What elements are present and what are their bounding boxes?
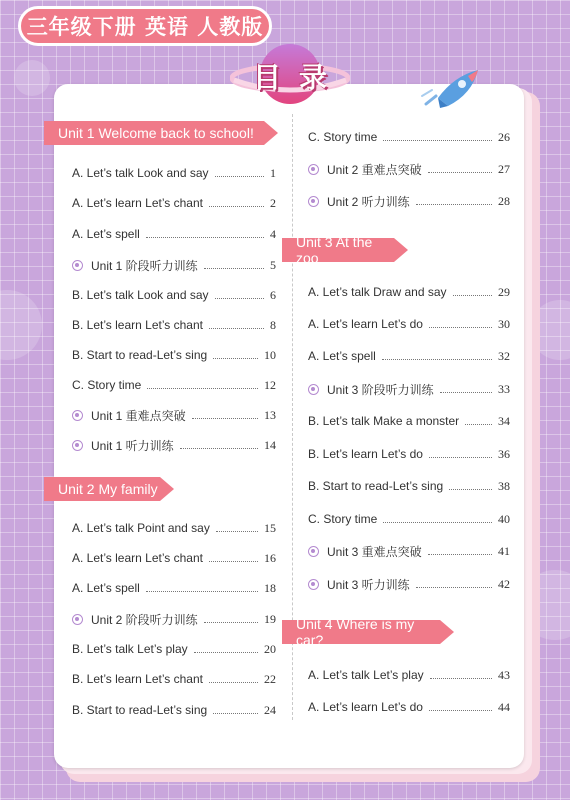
- toc-entry-label: Unit 1 听力训练: [91, 438, 174, 453]
- toc-entry-label: B. Let’s talk Let’s play: [72, 642, 188, 656]
- toc-entry[interactable]: [72, 193, 276, 213]
- dot-leader: [449, 489, 492, 490]
- toc-entry-label: A. Let’s spell: [72, 227, 140, 241]
- toc-entry-label: B. Start to read-Let’s sing: [72, 348, 208, 362]
- toc-entry-label: A. Let’s spell: [308, 349, 376, 363]
- dot-leader: [147, 388, 258, 389]
- circle-bullet-icon: [72, 440, 83, 451]
- toc-entry[interactable]: [72, 548, 276, 568]
- toc-entry[interactable]: [308, 411, 510, 431]
- toc-entry-page-number: 5: [270, 257, 276, 272]
- toc-entry[interactable]: [308, 379, 510, 399]
- toc-entry-page-number: 38: [498, 478, 510, 493]
- dot-leader: [213, 358, 258, 359]
- toc-entry-page-number: 27: [498, 161, 510, 176]
- circle-bullet-icon: [308, 384, 319, 395]
- dot-leader: [453, 295, 492, 296]
- dot-leader: [429, 710, 492, 711]
- toc-entry-page-number: 1: [270, 165, 276, 180]
- toc-entry-label: A. Let’s learn Let’s do: [308, 317, 423, 331]
- toc-entry-page-number: 19: [264, 611, 276, 626]
- dot-leader: [215, 176, 264, 177]
- toc-entry-page-number: 41: [498, 543, 510, 558]
- toc-entry-label: A. Let’s learn Let’s do: [308, 700, 423, 714]
- toc-entry[interactable]: [72, 669, 276, 689]
- dot-leader: [429, 327, 492, 328]
- dot-leader: [209, 206, 264, 207]
- toc-entry-label: Unit 3 听力训练: [327, 577, 410, 592]
- toc-entry-page-number: 2: [270, 195, 276, 210]
- toc-entry-label: Unit 3 阶段听力训练: [327, 382, 434, 397]
- book-title: 三年级下册 英语 人教版: [26, 15, 264, 39]
- unit-banner: Unit 4 Where is my car?: [282, 620, 440, 644]
- toc-entry-page-number: 28: [498, 193, 510, 208]
- toc-entry[interactable]: [308, 444, 510, 464]
- circle-bullet-icon: [72, 410, 83, 421]
- dot-leader: [416, 204, 492, 205]
- toc-entry-page-number: 29: [498, 284, 510, 299]
- toc-entry-label: B. Let’s learn Let’s do: [308, 447, 423, 461]
- toc-entry[interactable]: [72, 518, 276, 538]
- toc-entry-page-number: 20: [264, 641, 276, 656]
- circle-bullet-icon: [72, 614, 83, 625]
- toc-entry-page-number: 15: [264, 520, 276, 535]
- dot-leader: [430, 678, 492, 679]
- toc-heading-char-1: 目: [252, 61, 281, 94]
- dot-leader: [428, 172, 492, 173]
- toc-entry-page-number: 6: [270, 287, 276, 302]
- toc-entry-page-number: 43: [498, 667, 510, 682]
- toc-entry[interactable]: [308, 697, 510, 717]
- toc-entry-page-number: 16: [264, 550, 276, 565]
- unit-banner: Unit 1 Welcome back to school!: [44, 121, 264, 145]
- toc-entry[interactable]: [72, 224, 276, 244]
- toc-entry-page-number: 8: [270, 317, 276, 332]
- toc-entry-label: B. Start to read-Let’s sing: [308, 479, 444, 493]
- dot-leader: [382, 359, 492, 360]
- toc-entry[interactable]: [308, 127, 510, 147]
- dot-leader: [416, 587, 492, 588]
- circle-bullet-icon: [308, 579, 319, 590]
- toc-entry-label: B. Let’s learn Let’s chant: [72, 672, 203, 686]
- toc-entry[interactable]: [308, 574, 510, 594]
- toc-entry[interactable]: [72, 578, 276, 598]
- dot-leader: [209, 561, 258, 562]
- toc-entry-page-number: 4: [270, 226, 276, 241]
- toc-heading: [238, 56, 342, 96]
- dot-leader: [383, 140, 492, 141]
- toc-entry[interactable]: [72, 255, 276, 275]
- toc-entry-label: A. Let’s learn Let’s chant: [72, 551, 203, 565]
- dot-leader: [204, 622, 258, 623]
- toc-entry-label: A. Let’s talk Draw and say: [308, 285, 447, 299]
- toc-entry[interactable]: [72, 163, 276, 183]
- toc-entry-page-number: 34: [498, 413, 510, 428]
- toc-entry[interactable]: [72, 435, 276, 455]
- toc-entry-label: Unit 2 阶段听力训练: [91, 612, 198, 627]
- toc-entry-label: B. Start to read-Let’s sing: [72, 703, 208, 717]
- toc-entry[interactable]: [72, 700, 276, 720]
- background-bubble: [14, 60, 50, 96]
- toc-entry[interactable]: [72, 345, 276, 365]
- dot-leader: [180, 448, 258, 449]
- toc-entry-label: A. Let’s learn Let’s chant: [72, 196, 203, 210]
- toc-entry-page-number: 18: [264, 580, 276, 595]
- toc-entry-label: C. Story time: [308, 130, 378, 144]
- toc-entry[interactable]: [308, 314, 510, 334]
- toc-entry-label: B. Let’s talk Make a monster: [308, 414, 460, 428]
- toc-entry-label: Unit 2 听力训练: [327, 194, 410, 209]
- toc-entry-page-number: 10: [264, 347, 276, 362]
- toc-entry-label: Unit 1 阶段听力训练: [91, 258, 198, 273]
- dot-leader: [428, 554, 492, 555]
- toc-entry-page-number: 33: [498, 381, 510, 396]
- circle-bullet-icon: [308, 546, 319, 557]
- toc-entry[interactable]: [308, 509, 510, 529]
- toc-entry-page-number: 13: [264, 407, 276, 422]
- toc-entry[interactable]: [72, 609, 276, 629]
- toc-entry-page-number: 22: [264, 671, 276, 686]
- toc-entry-label: Unit 2 重难点突破: [327, 162, 422, 177]
- unit-banner: Unit 2 My family: [44, 477, 160, 501]
- toc-entry-page-number: 42: [498, 576, 510, 591]
- toc-entry-page-number: 32: [498, 348, 510, 363]
- rocket-icon: [418, 66, 484, 110]
- toc-entry[interactable]: [308, 476, 510, 496]
- toc-entry[interactable]: [72, 285, 276, 305]
- toc-entry-page-number: 26: [498, 129, 510, 144]
- toc-entry[interactable]: [308, 665, 510, 685]
- toc-entry-label: C. Story time: [308, 512, 378, 526]
- dot-leader: [465, 424, 492, 425]
- toc-entry-page-number: 36: [498, 446, 510, 461]
- circle-bullet-icon: [72, 260, 83, 271]
- toc-entry[interactable]: [72, 375, 276, 395]
- toc-entry[interactable]: [308, 346, 510, 366]
- circle-bullet-icon: [308, 196, 319, 207]
- toc-entry-label: C. Story time: [72, 378, 142, 392]
- toc-entry-label: B. Let’s learn Let’s chant: [72, 318, 203, 332]
- toc-entry[interactable]: [72, 639, 276, 659]
- toc-entry[interactable]: [308, 159, 510, 179]
- dot-leader: [383, 522, 492, 523]
- toc-entry-label: A. Let’s talk Point and say: [72, 521, 210, 535]
- dot-leader: [194, 652, 258, 653]
- dot-leader: [216, 531, 258, 532]
- toc-entry-page-number: 44: [498, 699, 510, 714]
- toc-entry-page-number: 30: [498, 316, 510, 331]
- toc-entry-label: A. Let’s talk Let’s play: [308, 668, 424, 682]
- unit-banner: Unit 3 At the zoo: [282, 238, 394, 262]
- toc-entry[interactable]: [308, 541, 510, 561]
- dot-leader: [204, 268, 264, 269]
- toc-entry[interactable]: [72, 405, 276, 425]
- dot-leader: [215, 298, 264, 299]
- toc-entry-page-number: 40: [498, 511, 510, 526]
- circle-bullet-icon: [308, 164, 319, 175]
- toc-entry-label: A. Let’s spell: [72, 581, 140, 595]
- dot-leader: [213, 713, 258, 714]
- dot-leader: [192, 418, 258, 419]
- dot-leader: [209, 682, 258, 683]
- toc-entry-label: Unit 1 重难点突破: [91, 408, 186, 423]
- dot-leader: [440, 392, 492, 393]
- toc-entry[interactable]: [308, 191, 510, 211]
- dot-leader: [146, 237, 264, 238]
- toc-entry-label: Unit 3 重难点突破: [327, 544, 422, 559]
- toc-entry[interactable]: [72, 315, 276, 335]
- toc-entry-label: B. Let’s talk Look and say: [72, 288, 209, 302]
- toc-entry-page-number: 12: [264, 377, 276, 392]
- toc-heading-char-2: 录: [299, 61, 328, 94]
- toc-entry-page-number: 24: [264, 702, 276, 717]
- dot-leader: [146, 591, 258, 592]
- toc-entry[interactable]: [308, 282, 510, 302]
- toc-entry-page-number: 14: [264, 437, 276, 452]
- toc-entry-label: A. Let’s talk Look and say: [72, 166, 209, 180]
- dot-leader: [209, 328, 264, 329]
- background-bubble: [0, 290, 42, 360]
- dot-leader: [429, 457, 492, 458]
